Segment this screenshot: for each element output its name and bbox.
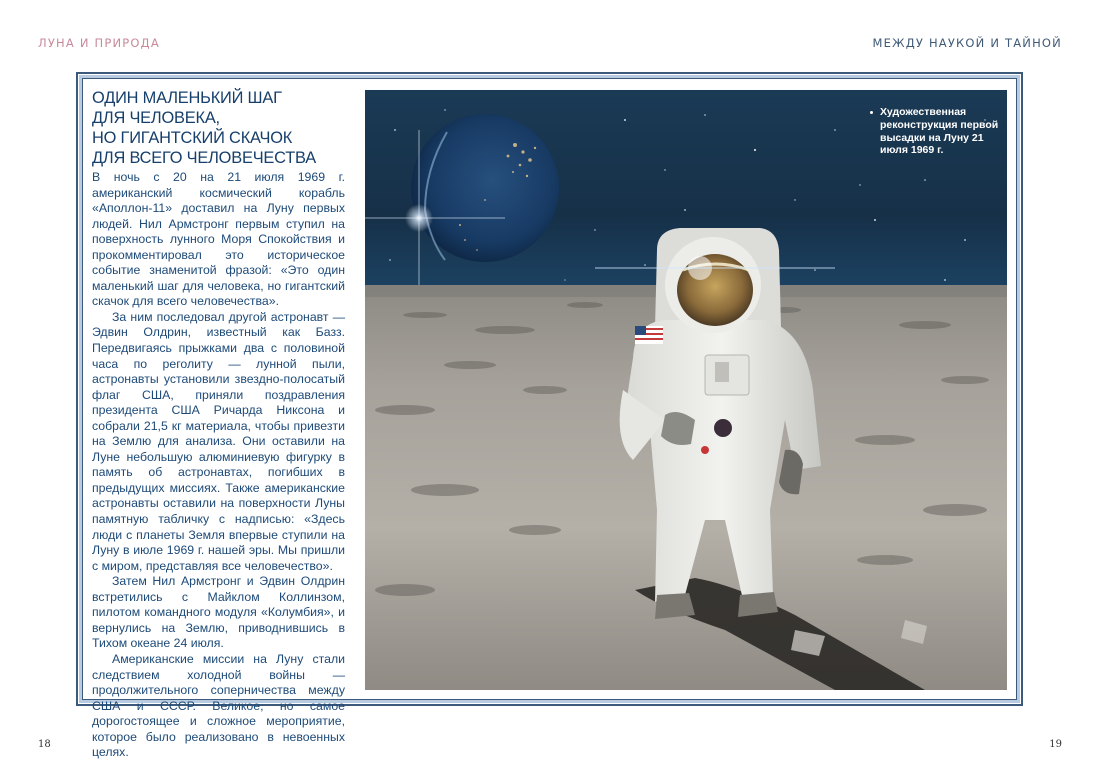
page-number-left: 18 xyxy=(38,739,51,750)
headline-line: ДЛЯ ВСЕГО ЧЕЛОВЕЧЕСТВА xyxy=(92,149,316,167)
caption-bullet-icon xyxy=(870,111,873,114)
moon-landing-illustration xyxy=(365,90,1007,690)
article-paragraph: Затем Нил Армстронг и Эдвин Олдрин встретились с Майклом Коллинзом, пилотом командного модуля «Колумбия», и вернулись на Землю, приводнившись в Тихом океане 24 июля. xyxy=(92,574,345,651)
running-head-right: МЕЖДУ НАУКОЙ И ТАЙНОЙ xyxy=(872,36,1062,50)
headline-line: НО ГИГАНТСКИЙ СКАЧОК xyxy=(92,129,293,147)
article-paragraph: За ним последовал другой астронавт — Эдвин Олдрин, известный как Базз. Передвигаясь прыжками два с половиной часа по реголиту — лунной пыли, астронавты установили звездно-полосатый флаг США, приняли поздравления президента США Ричарда Никсона и собрали 21,5 кг материала, чтобы привезти на Землю для анализа. Они оставили на Луне небольшую алюминиевую фигурку в память об астронавтах, погибших в предыдущих миссиях. Также американские астронавты оставили на поверхности Луны памятную табличку с надписью: «Здесь люди с планеты Земля впервые ступили на Луну в июле 1969 г. нашей эры. Мы пришли с миром, представляя все человечество». xyxy=(92,309,345,573)
photo-caption xyxy=(880,106,1000,157)
running-head-left: ЛУНА И ПРИРОДА xyxy=(38,36,160,50)
page-number-right: 19 xyxy=(1049,739,1062,750)
headline-line: ОДИН МАЛЕНЬКИЙ ШАГ xyxy=(92,89,282,107)
article-paragraph: В ночь с 20 на 21 июля 1969 г. американский космический корабль «Аполлон-11» доставил на Луну первых людей. Нил Армстронг первым ступил на поверхность лунного Моря Спокойствия и прокомментировал это историческое событие знаменитой фразой: «Это один маленький шаг для человека, но гигантский скачок для всего человечества». xyxy=(92,170,345,309)
article-headline xyxy=(92,88,345,168)
article-body xyxy=(92,170,345,761)
article-column xyxy=(92,88,345,761)
astronaut-moon-photo xyxy=(365,90,1007,690)
photo-caption-text: Художественная реконструкция первой высадки на Луну 21 июля 1969 г. xyxy=(880,106,999,157)
headline-line: ДЛЯ ЧЕЛОВЕКА, xyxy=(92,109,220,127)
article-paragraph: Американские миссии на Луну стали следствием холодной войны — продолжительного соперничества между США и СССР. Великое, но самое дорогостоящее и сложное мероприятие, которое было реализовано в невоенных целях. xyxy=(92,651,345,760)
